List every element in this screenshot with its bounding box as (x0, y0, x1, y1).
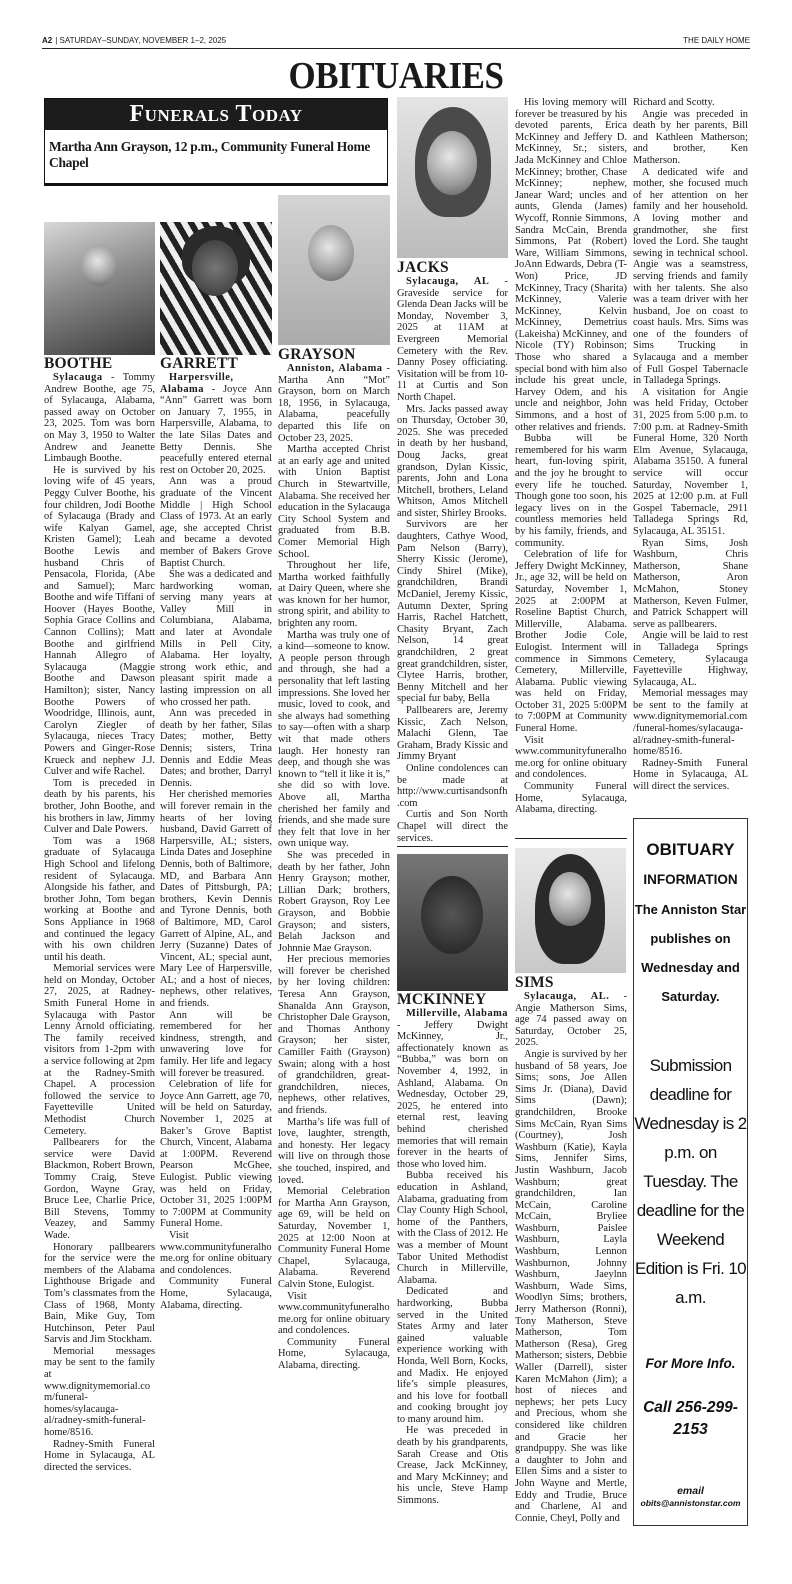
funerals-today-heading: Funerals Today (45, 99, 387, 130)
obituary-name: MCKINNEY (397, 991, 487, 1009)
obituary-paragraph: She was preceded in death by her father, John Henry Grayson; mother, Lillian Dark; brothers, Robert Grayson, Roy Lee Grayson, and Bobbie Grayson; and sisters, Belah Jackson and Johnnie Mae Grayson. (278, 849, 390, 954)
obituary-paragraph: Angie was preceded in death by her parents, Bill and Kathleen Matherson; and brother, Ken Matherson. (633, 108, 748, 166)
mckinney-photo (397, 854, 508, 991)
obituary-mckinney (397, 993, 508, 1507)
obituary-paragraph: He was preceded in death by his grandparents, Sarah Crease and Otis Crease, Jack McKinney, and Mary McKinney; and his uncle, Steve Hamp Simmons. (397, 1425, 508, 1507)
obituary-paragraph: Ryan Sims, Josh Washburn, Chris Matherson, Shane Matherson, Aron McMahon, Stoney Matherson, Keven Fulmer, and Patrick Schappert will serve as pallbearers. (633, 537, 748, 630)
obituary-location: Sylacauga (53, 372, 103, 383)
obituary-paragraph: Angie is survived by her husband of 58 years, Joe Sims; sons, Joe Allen Sims Jr. (Diana), David Sims (Dawn); grandchildren, Brooke Sims McCain, Ryan Sims (Courtney), Josh Washburn (Katie), Kayla Sims, Jennifer Sims, Justin Washburn, Jacob Washburn; great grandchildren, Ian McCain, Caroline McCain, Bryliee Washburn, Paislee Washburn, Layla Washburn, Lennon Washburnon, Johnny Washburn, Jaeylnn Washburn, Wade Sims, Woodlyn Sims; brothers, Jerry Matherson (Ronni), Tony Matherson, Steve Matherson, Tom Matherson (Resa), Greg Matherson; sisters, Debbie Waller (Darrell), sister Karen McMahon (Jim); a host of nieces and nephews; her pets Lucy and Precious, whom she considered like children and Gracie her grandpuppy. She was like a daughter to John and Ellen Sims and a sister to John Wayne and Mertle, Eddy and Trudie, Bruce and Charlene, Al and Connie, Cheyl, Polly and (515, 1048, 627, 1524)
obituary-paragraph: Community Funeral Home, Sylacauga, Alabama, directing. (278, 1336, 390, 1372)
funerals-today-entry: Martha Ann Grayson, 12 p.m., Community Funeral Home Chapel (49, 139, 371, 170)
obituary-paragraph: Dedicated and hardworking, Bubba served in the United States Army and later gained valuable experience working with Honda, Well Born, Kocks, and Madix. He enjoyed life’s simple pleasures, and his love for football and cooking brought joy to many around him. (397, 1286, 508, 1425)
obituary-sims (515, 976, 627, 1524)
funerals-today-box (44, 98, 388, 184)
obituary-paragraph: Pallbearers for the service were David Blackmon, Robert Brown, Tommy Craig, Steve Gordon, Wayne Gray, Bruce Lee, Charlie Price, Bill Stevens, Tommy Veazey, and Sammy Wade. (44, 1137, 155, 1241)
obituary-lead: - Graveside service for Glenda Dean Jacks will be Monday, November 3, 2025 at 11AM at Evergreen Memorial Cemetery with the Rev. Danny Posey officiating. Visitation will be from 10-11 at Curtis and Son North Chapel. (397, 276, 508, 403)
info-email[interactable]: obits@annistonstar.com (640, 1498, 741, 1508)
obituary-body (633, 109, 748, 793)
column-4 (397, 261, 508, 1507)
obituary-paragraph: A dedicated wife and mother, she focused much of her attention on her family and her household. A loving mother and grandmother, she first loved the Lord. She taught sewing in technical school. Angie was a seamstress, serving friends and family with her talents. She also was a team driver with her husband, Joe on coast to coast hauls. Mrs. Sims was one of the founders of Sims Trucking in Sylacauga and a member of Full Gospel Tabernacle in Talladega Springs. (633, 166, 748, 387)
continued-text: Richard and Scotty. (633, 97, 715, 108)
obituary-paragraph: His loving memory will forever be treasured by his devoted parents, Erica McKinney and Jeffery D. McKinney, Sr.; sisters, Jada McKinney and Chloe McKinney; brother, Chase McKinney; nephew, Janear Ward; uncles and aunts, Glenda (James) Wycoff, Ronnie Simmons, Sandra McCain, Brenda Simmons, Pat (Robert) Ware, William Simmons, JoAnn Edwards, Debra (T-Won) Price, JD McKinney, Tracy (Sharita) McKinney, Valerie McKinney, Kelvin McKinney, Demetrius (Lakeisha) McKinney, and Nicole (TY) Robinson; Those who shared a special bond with him also include his great uncle, Harvey Odem, and his uncle and neighbor, John Simmons, and a host of other relatives and friends. (515, 97, 627, 433)
obituary-paragraph: Tom is preceded in death by his parents, his brother, John Boothe, and his brothers in law, Jimmy Culver and Dale Powers. (44, 777, 155, 836)
obituary-garrett (160, 357, 272, 1311)
obituary-name: GRAYSON (278, 346, 356, 363)
obituary-paragraph: Throughout her life, Martha worked faithfully at Dairy Queen, where she was known for her humor, strong spirit, and ability to brighten any room. (278, 560, 390, 630)
obituary-body (397, 1170, 508, 1506)
page-number: A2 (42, 36, 53, 45)
boothe-photo (44, 222, 155, 355)
section-title: OBITUARIES (288, 55, 504, 97)
obituary-information-box (633, 818, 748, 1526)
info-title: OBITUARY (646, 840, 735, 859)
grayson-photo (278, 195, 390, 345)
issue-date: SATURDAY–SUNDAY, NOVEMBER 1–2, 2025 (59, 36, 227, 45)
obituary-paragraph: Martha accepted Christ at an early age and united with Union Baptist Church in Stewartville, Alabama. She received her education in the Sylacauga City School System and graduated from B.B. Comer Memorial High School. (278, 444, 390, 560)
obituary-paragraph: Her cherished memories will forever remain in the hearts of her loving husband, David Garrett of Harpersville, AL; sisters, Linda Dates and Josephine Dennis, both of Baltimore, MD, and Barbara Ann Dates of Pittsburgh, PA; brothers, Kevin Dennis and Tyrone Dennis, both of Baltimore, MD, Carol Garrett of Alpine, AL, and Jerry (Suzanne) Dates of Vincent, AL; special aunt, Mary Lee of Harpersville, AL; and a host of nieces, nephews, other relatives, and friends. (160, 789, 272, 1010)
obituary-name: BOOTHE (44, 355, 113, 372)
obituary-paragraph: Angie will be laid to rest in Talladega Springs Cemetery, Sylacauga Fayetteville Highway, Sylacauga, AL. (633, 630, 748, 688)
obituary-boothe (44, 357, 155, 1473)
obituary-paragraph: Bubba will be remembered for his warm heart, fun-loving spirit, and the joy he brought to every life he touched. Though gone too soon, his legacy lives on in the countless memories held by his family, friends, and community. (515, 433, 627, 549)
obituary-body (160, 476, 272, 1311)
obituary-location: Harpersville, Alabama (160, 372, 234, 395)
obituary-lead: - Martha Ann “Mot” Grayson, born on March 18, 1956, in Sylacauga, Alabama, peacefully departed this life on October 23, 2025. (278, 363, 390, 444)
obituary-lead: - Tommy Andrew Boothe, age 75, of Sylacauga, Alabama, passed away on October 23, 2025. Tom was born on May 3, 1950 to Walter Andrew and Jeanette Limbaugh Boothe. (44, 372, 155, 465)
obituary-sims-continued (633, 97, 748, 793)
obituary-body (397, 404, 508, 845)
obituary-mckinney-continued (515, 97, 627, 836)
obituary-location: Millerville, Alabama (406, 1008, 508, 1020)
obituary-paragraph: Celebration of life for Joyce Ann Garrett, age 70, will be held on Saturday, November 1, 2025 at Baker’s Grove Baptist Church, Vincent, Alabama at 1:00PM. Reverend Pearson McGhee, Eulogist. Public viewing was held on Friday, October 31, 2025 1:00PM to 7:00PM at Community Funeral Home. (160, 1079, 272, 1230)
obituary-location: Sylacauga, AL. (524, 991, 610, 1002)
obituary-paragraph: Radney-Smith Funeral Home in Sylacauga, AL directed the services. (44, 1438, 155, 1473)
obituary-paragraph: Memorial messages may be sent to the family at www.dignitymemorial.com/funeral-homes/sylacauga-al/radney-smith-funeral-home/8516. (44, 1345, 155, 1439)
obituary-paragraph: Survivors are her daughters, Cathye Wood, Pam Nelson (Barry), Sherry Kissic (Jerome), Cindy Shirel (Mike), grandchildren, Brandi McDaniel, Jeremy Kissic, Autumn Dexter, Spring Harris, Rachel Hatchett, Chasity Bryant, Zach Nelson, 14 great grandchildren, 2 great great grandchildren, sister, Clytee Harris, brother, Benny Mitchell and her special fur baby, Bella (397, 519, 508, 705)
divider (515, 838, 627, 839)
obituary-paragraph: She was a dedicated and hardworking woman, serving many years at Valley Mill in Columbiana, Alabama, and later at Avondale Mills in Pell City, Alabama. Her loyalty, strong work ethic, and pleasant spirit made a lasting impression on all who crossed her path. (160, 569, 272, 708)
obituary-paragraph: Curtis and Son North Chapel will direct the services. (397, 809, 508, 844)
obituary-paragraph: Radney-Smith Funeral Home in Sylacauga, AL will direct the services. (633, 757, 748, 793)
obituary-paragraph: Ann was a proud graduate of the Vincent Middle | High School Class of 1973. At an early age, she accepted Christ and became a devoted member of Bakers Grove Baptist Church. (160, 476, 272, 569)
obituary-name: SIMS (515, 974, 554, 991)
obituary-jacks (397, 261, 508, 844)
info-deadline: Submission deadline for Wednesday is 2 p.m. on Tuesday. The deadline for the Weekend Edition is Fri. 10 a.m. (634, 1056, 747, 1307)
obituary-name: JACKS (397, 259, 449, 276)
obituary-paragraph: Memorial Celebration for Martha Ann Grayson, age 69, will be held on Saturday, November 1, 2025 at 12:00 Noon at Community Funeral Home Chapel, Sylacauga, Alabama. Reverend Calvin Stone, Eulogist. (278, 1186, 390, 1290)
obituary-paragraph: Bubba received his education in Ashland, Alabama, graduating from Clay County High School, home of the Panthers, with the Class of 2012. He was a member of Mount Tabor United Methodist Church in Millerville, Alabama. (397, 1170, 508, 1286)
obituary-body (515, 1049, 627, 1524)
obituary-paragraph: Her precious memories will forever be cherished by her loving children: Teresa Ann Grayson, Shanalda Ann Grayson, Christopher Dale Grayson, and Thomas Anthony Grayson; her sister, Camiller Faith (Grayson) Swain; along with a host of grandchildren, great-grandchildren, nieces, nephews, other relatives, and friends. (278, 954, 390, 1116)
obituary-paragraph: Community Funeral Home, Sylacauga, Alabama, directing. (160, 1276, 272, 1311)
obituary-paragraph: Online condolences can be made at http://www.curtisandsonfh.com (397, 762, 508, 809)
obituary-paragraph: He is survived by his loving wife of 45 years, Peggy Culver Boothe, his four children, Jodi Boothe of Sylacauga (Brady and wife Kalyan Gamel, Kristen Gamel); Leah Boothe Lewis and husband Chris of Pensacola, Florida, (Abe and Samuel); Marc Boothe and wife Tiffani of Hoover (Hayes Boothe, Sophia Grace Collins and Cannon Collins); Matt Boothe and girlfriend Hannah Allegro of Sylacauga (Maggie Boothe and Dawson Hamilton); sister, Nancy Boothe Powers of Woodridge, Illinois, aunt, Carolyn Ziegler of Sylacauga, nieces Tracy Powers and Ginger-Rose Krueck and nephew J.J. Culver and wife Rachel. (44, 464, 155, 778)
obituary-paragraph: Visit www.communityfuneralhome.org for online obituary and condolences. (278, 1290, 390, 1337)
divider (397, 846, 508, 847)
info-email-label: email (677, 1485, 704, 1497)
obituary-paragraph: Mrs. Jacks passed away on Thursday, October 30, 2025. She was preceded in death by her husband, Doug Jacks, great grandson, Dylan Kissic, parents, John and Lona Mitchell, brothers, Leland Whitson, Amos Mitchell and sister, Shirley Brooks. (397, 403, 508, 519)
obituary-paragraph: Celebration of life for Jeffery Dwight McKinney, Jr., age 32, will be held on Saturday, November 1, 2025 at 2:00PM at Roseline Baptist Church, Millerville, Alabama. Brother Jodie Cole, Eulogist. Interment will commence in Simmons Cemetery, Millerville, Alabama. Public viewing was held on Friday, October 31, 2025 5:00PM to 7:00PM at Community Funeral Home. (515, 549, 627, 735)
info-phone[interactable]: Call 256-299-2153 (643, 1399, 738, 1438)
obituary-paragraph: Ann will be remembered for her kindness, strength, and unwavering love for family. Her life and legacy will forever be treasured. (160, 1009, 272, 1079)
obituary-grayson (278, 348, 390, 1372)
obituary-paragraph: Martha’s life was full of love, laughter, strength, and honesty. Her legacy will live on through those she touched, inspired, and loved. (278, 1116, 390, 1186)
paper-name: THE DAILY HOME (683, 36, 750, 45)
obituary-paragraph: A visitation for Angie was held Friday, October 31, 2025 from 5:00 p.m. to 7:00 p.m. at Radney-Smith Funeral Home, 320 North Elm Avenue, Sylacauga, Alabama 35150. A funeral service will occur Saturday, November 1, 2025 at 12:00 p.m. at Full Gospel Tabernacle, 2911 Talladega Springs Rd, Sylacauga, AL 35151. (633, 386, 748, 537)
column-5 (515, 97, 627, 1524)
obituary-paragraph: Memorial services were held on Monday, October 27, 2025, at Radney-Smith Funeral Home in Sylacauga with Pastor Lenny Arnold officiating. The family received visitors from 1-2pm with a service following at 2pm at the Radney-Smith Chapel. A procession followed the service to Fayetteville United Methodist Church Cemetery. (44, 963, 155, 1137)
jacks-photo (397, 97, 508, 258)
info-subtitle: INFORMATION (643, 872, 738, 887)
obituary-location: Sylacauga, AL (406, 276, 490, 287)
info-more: For More Info. (645, 1356, 736, 1371)
obituary-paragraph: Martha was truly one of a kind—someone to know. A people person through and through, she had a personality that left lasting impressions. She loved her music, loved to cook, and she always had something to say—often with a sharp wit that made others laugh. Her honesty ran deep, and though she was known to “tell it like it is,” she did so with love. Above all, Martha cherished her family and friends, and she made sure they felt that love in her own unique way. (278, 629, 390, 850)
sims-photo (515, 848, 626, 973)
obituary-paragraph: Visit www.communityfuneralhome.org for online obituary and condolences. (515, 734, 627, 781)
obituary-paragraph: Tom was a 1968 graduate of Sylacauga High School and lifelong resident of Sylacauga. Alongside his father, and brother John, Tom began working at Boothe and Sons Appliance in 1968 and continued the legacy with his own children until his death. (44, 835, 155, 963)
obituary-paragraph: Visit www.communityfuneralhome.org for online obituary and condolences. (160, 1229, 272, 1276)
obituary-paragraph: Pallbearers are, Jeremy Kissic, Zach Nelson, Malachi Glenn, Tae Graham, Brady Kissic and Jimmy Bryant (397, 704, 508, 763)
obituary-body (44, 465, 155, 1474)
page-header: A2 | SATURDAY–SUNDAY, NOVEMBER 1–2, 2025 THE DAILY HOME (42, 34, 750, 49)
obituary-location: Anniston, Alabama (287, 363, 383, 374)
obituary-paragraph: Ann was preceded in death by her father, Silas Dates; mother, Betty Dennis; sisters, Trina Dennis and Eddie Meas Dates; and brother, Darryl Dennis. (160, 708, 272, 789)
obituary-body (515, 97, 627, 816)
obituary-name: GARRETT (160, 355, 239, 372)
obituary-paragraph: Memorial messages may be sent to the family at www.dignitymemorial.com/funeral-homes/sylacauga-al/radney-smith-funeral-home/8516. (633, 688, 748, 758)
obituary-lead: - Jeffery Dwight McKinney, Jr., affectionately known as “Bubba,” was born on November 4, 1992, in Ashland, Alabama. On Wednesday, October 29, 2025, he entered into eternal rest, leaving behind cherished memories that will remain forever in the hearts of those who loved him. (397, 1019, 508, 1170)
obituary-body (278, 444, 390, 1372)
obituary-lead: - Joyce Ann “Ann” Garrett was born on January 7, 1955, in Harpersville, Alabama, to the late Silas Dates and Betty Dennis. She peacefully entered eternal rest on October 20, 2025. (160, 383, 272, 476)
garrett-photo (160, 222, 272, 355)
obituary-lead: - Angie Matherson Sims, age 74 passed away on Saturday, October 25, 2025. (515, 991, 627, 1049)
obituary-paragraph: Community Funeral Home, Sylacauga, Alabama, directing. (515, 781, 627, 816)
obituary-paragraph: Honorary pallbearers for the service were the members of the Alabama Lighthouse Brigade and Tom’s classmates from the Class of 1968, Monty Bain, Mike Guy, Tom Hutchinson, Peter Paul Sarvis and Jim Stockham. (44, 1241, 155, 1346)
info-publishes: The Anniston Star publishes on Wednesday and Saturday. (634, 902, 747, 1004)
